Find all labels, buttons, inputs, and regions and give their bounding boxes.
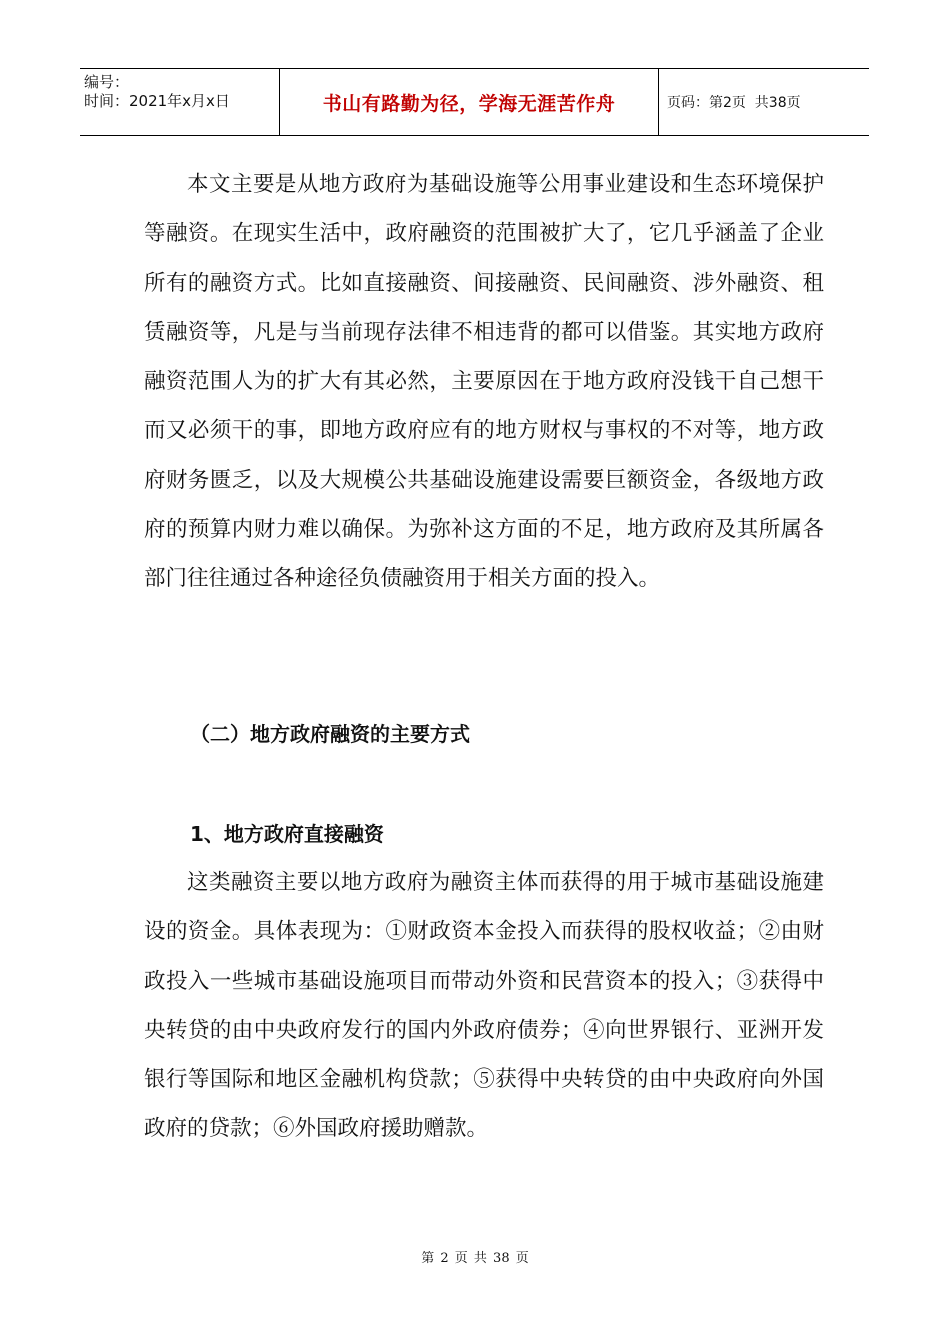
subsection-heading: 1、地方政府直接融资 bbox=[190, 822, 384, 846]
date-label: 时间：2021年x月x日 bbox=[84, 92, 230, 110]
section-heading: （二）地方政府融资的主要方式 bbox=[190, 722, 470, 746]
number-label: 编号： bbox=[84, 73, 130, 91]
page-footer: 第 2 页 共 38 页 bbox=[421, 1251, 529, 1266]
paragraph-intro: 本文主要是从地方政府为基础设施等公用事业建设和生态环境保护等融资。在现实生活中，政府融资的范围被扩大了，它几乎涵盖了企业所有的融资方式。比如直接融资、间接融资、民间融资、涉外融资、租赁融资等，凡是与当前现存法律不相违背的都可以借鉴。其实地方政府融资范围人为的扩大有其必然，主要原因在于地方政府没钱干自己想干而又必须干的事，即地方政府应有的地方财权与事权的不对等，地方政府财务匮乏，以及大规模公共基础设施建设需要巨额资金，各级地方政府的预算内财力难以确保。为弥补这方面的不足，地方政府及其所属各部门往往通过各种途径负债融资用于相关方面的投入。 bbox=[144, 172, 824, 592]
header-page-info: 页码：第2页 共38页 bbox=[667, 95, 801, 111]
header-motto: 书山有路勤为径，学海无涯苦作舟 bbox=[280, 69, 659, 135]
header-meta bbox=[80, 69, 280, 135]
paragraph-direct-financing: 这类融资主要以地方政府为融资主体而获得的用于城市基础设施建设的资金。具体表现为：①财政资本金投入而获得的股权收益；②由财政投入一些城市基础设施项目而带动外资和民营资本的投入；③获得中央转贷的由中央政府发行的国内外政府债券；④向世界银行、亚洲开发银行等国际和地区金融机构贷款；⑤获得中央转贷的由中央政府向外国政府的贷款；⑥外国政府援助赠款。 bbox=[144, 870, 824, 1142]
document-header bbox=[80, 68, 869, 136]
